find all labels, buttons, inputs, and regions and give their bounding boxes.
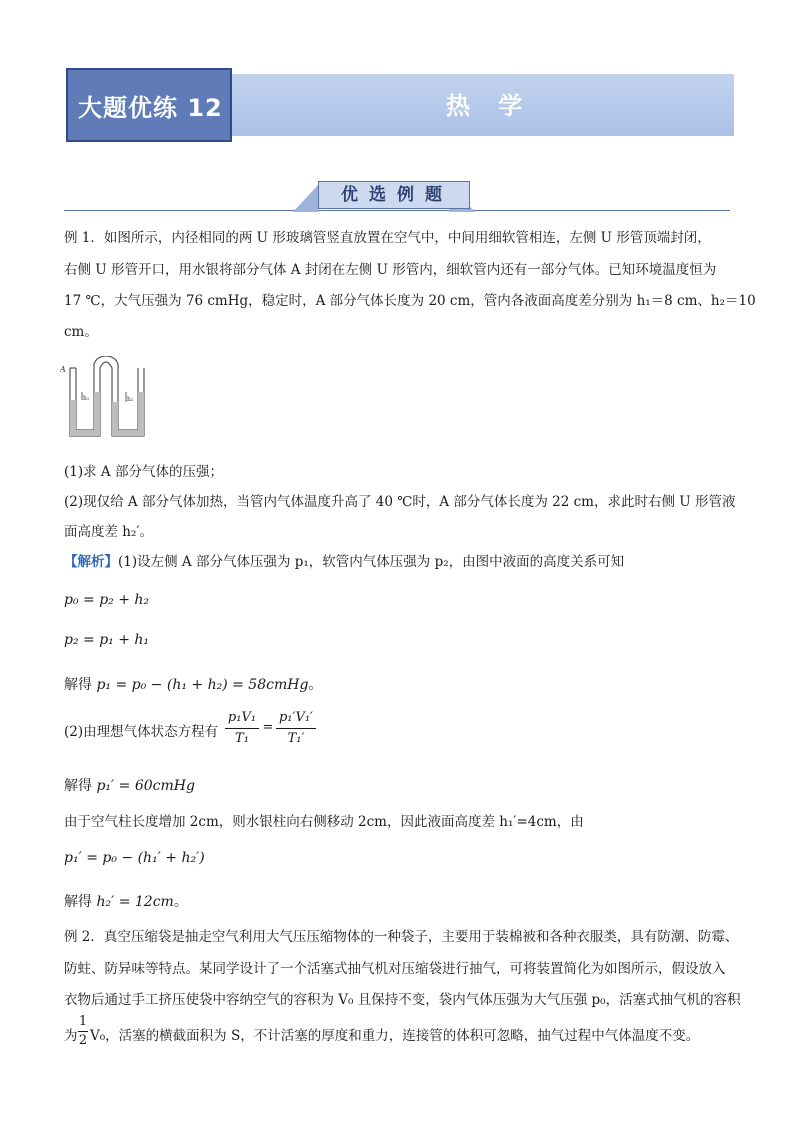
example2-line-2: 防蛀、防异味等特点。某同学设计了一个活塞式抽气机对压缩袋进行抽气，可将装置简化为如图所示，假设放入 <box>64 961 726 977</box>
frac-right-den: T₁′ <box>287 731 305 746</box>
frac-right-num: p₁′V₁′ <box>278 710 314 725</box>
solution-eq-2: p₂ = p₁ + h₁ <box>64 632 150 648</box>
example2-line-3: 衣物后通过手工挤压使袋中容纳空气的容积为 V₀ 且保持不变，袋内气体压强为大气压强 p₀，活塞式抽气机的容积 <box>64 992 741 1008</box>
example1-question-2-line-1: (2)现仅给 A 部分气体加热，当管内气体温度升高了 40 ℃时，A 部分气体长度为 22 cm，求此时右侧 U 形管液 <box>64 494 736 510</box>
solution-eq-6-line <box>64 892 188 912</box>
frac-left-den: T₁ <box>235 731 249 746</box>
frac-left-bar <box>225 728 259 729</box>
example1-line-1: 例 1．如图所示，内径相同的两 U 形玻璃管竖直放置在空气中，中间用细软管相连，左侧 U 形管顶端封闭， <box>64 230 711 246</box>
header-banner <box>66 68 734 142</box>
u-tube-figure <box>60 356 156 442</box>
solution-eq-3-line <box>64 675 322 695</box>
banner-title: 热 学 <box>446 92 533 120</box>
solution-eq-4: p₁′ = 60cmHg <box>96 778 195 794</box>
example1-question-1: (1)求 A 部分气体的压强； <box>64 464 223 480</box>
figure-label-h1: h₁ <box>83 395 90 402</box>
solution-eq-6-prefix: 解得 <box>64 894 92 910</box>
example1-line-2: 右侧 U 形管开口，用水银将部分气体 A 封闭在左侧 U 形管内，细软管内还有一部分气体。已知环境温度恒为 <box>64 262 717 278</box>
solution-eq-1: p₀ = p₂ + h₂ <box>64 592 150 608</box>
section-label: 优选例题 <box>318 181 470 209</box>
solution-eq-6: h₂′ = 12cm <box>96 894 174 910</box>
solution-tag: 【解析】 <box>64 554 118 570</box>
solution-eq-3-suffix: 。 <box>308 677 323 693</box>
solution-eq-4-line <box>64 776 195 796</box>
solution-intro-line <box>64 552 624 572</box>
solution-eq-3-prefix: 解得 <box>64 677 92 693</box>
solution-eq-3: p₁ = p₀ − (h₁ + h₂) = 58cmHg <box>96 677 309 693</box>
banner-badge <box>66 68 232 142</box>
solution-part2-prefix: (2)由理想气体状态方程有 <box>64 724 219 740</box>
example2-line-1: 例 2．真空压缩袋是抽走空气利用大气压压缩物体的一种袋子，主要用于装棉被和各种衣服类，具有防潮、防霉、 <box>64 929 739 945</box>
frac-left-num: p₁V₁ <box>227 710 257 725</box>
example1-line-3: 17 ℃，大气压强为 76 cmHg，稳定时，A 部分气体长度为 20 cm，管内各液面高度差分别为 h₁＝8 cm、h₂＝10 <box>64 293 756 309</box>
frac-equals: = <box>262 720 274 735</box>
example2-frac-num: 1 <box>78 1014 88 1029</box>
example2-line-4-prefix: 为 <box>64 1028 78 1044</box>
figure-label-h2: h₂ <box>127 396 134 403</box>
frac-right-bar <box>276 728 316 729</box>
solution-eq-6-suffix: 。 <box>173 894 188 910</box>
solution-intro: (1)设左侧 A 部分气体压强为 p₁，软管内气体压强为 p₂，由图中液面的高度关系可知 <box>118 554 625 570</box>
banner-badge-text: 大题优练 12 <box>78 94 223 122</box>
example1-question-2-line-2: 面高度差 h₂′。 <box>64 524 153 540</box>
solution-eq-5: p₁′ = p₀ − (h₁′ + h₂′) <box>64 850 205 866</box>
example2-frac-den: 2 <box>78 1033 88 1048</box>
figure-label-a: A <box>60 365 66 374</box>
example2-line-4-rest: V₀，活塞的横截面积为 S，不计活塞的厚度和重力，连接管的体积可忽略，抽气过程中气体温度不变。 <box>90 1028 700 1044</box>
solution-eq-4-prefix: 解得 <box>64 778 92 794</box>
example2-frac-bar <box>78 1031 88 1032</box>
solution-shift-line: 由于空气柱长度增加 2cm，则水银柱向右侧移动 2cm，因此液面高度差 h₁′=4cm，由 <box>64 814 584 830</box>
example1-line-4: cm。 <box>64 324 98 340</box>
